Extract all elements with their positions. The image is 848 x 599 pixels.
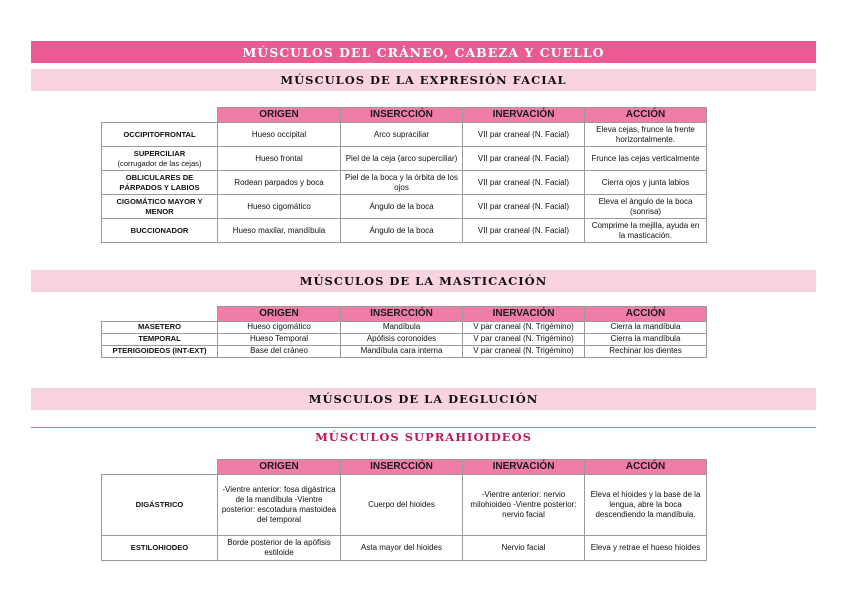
cell-origen: Hueso occipital	[218, 123, 341, 147]
cell-inervacion: VII par craneal (N. Facial)	[463, 147, 585, 171]
muscle-name: OCCIPITOFRONTAL	[102, 123, 218, 147]
table-row	[102, 346, 707, 358]
cell-accion: Cierra la mandíbula	[585, 322, 707, 334]
header-accion: ACCIÓN	[585, 108, 707, 123]
cell-insercion: Arco supraciliar	[341, 123, 463, 147]
header-inervacion: INERVACIÓN	[463, 108, 585, 123]
muscle-name: ESTILOHIODEO	[102, 536, 218, 561]
cell-inervacion: VII par craneal (N. Facial)	[463, 171, 585, 195]
cell-inervacion: -Vientre anterior: nervio milohioideo -Vientre posterior: nervio facial	[463, 475, 585, 536]
header-insercion: INSERCCIÓN	[341, 108, 463, 123]
table-row	[102, 536, 707, 561]
table-row	[102, 334, 707, 346]
header-blank	[102, 460, 218, 475]
cell-insercion: Piel de la boca y la órbita de los ojos	[341, 171, 463, 195]
cell-origen: Hueso frontal	[218, 147, 341, 171]
page-title: MÚSCULOS DEL CRÁNEO, CABEZA Y CUELLO	[31, 41, 816, 63]
cell-insercion: Asta mayor del hioides	[341, 536, 463, 561]
cell-insercion: Mandíbula cara interna	[341, 346, 463, 358]
header-origen: ORIGEN	[218, 108, 341, 123]
muscle-name: MASETERO	[102, 322, 218, 334]
cell-inervacion: VII par craneal (N. Facial)	[463, 219, 585, 243]
header-inervacion: INERVACIÓN	[463, 460, 585, 475]
section-title-expresion-facial: MÚSCULOS DE LA EXPRESIÓN FACIAL	[31, 69, 816, 91]
table-row	[102, 123, 707, 147]
muscle-name: PTERIGOIDEOS (INT-EXT)	[102, 346, 218, 358]
header-insercion: INSERCCIÓN	[341, 460, 463, 475]
cell-insercion: Piel de la ceja (arco superciliar)	[341, 147, 463, 171]
muscle-name-note: (corrugador de las cejas)	[117, 158, 202, 168]
cell-insercion: Cuerpo del hioides	[341, 475, 463, 536]
cell-accion: Rechinar los dientes	[585, 346, 707, 358]
divider	[31, 427, 816, 428]
table-masticacion	[101, 306, 707, 358]
header-insercion: INSERCCIÓN	[341, 307, 463, 322]
table-header-row	[102, 460, 707, 475]
header-accion: ACCIÓN	[585, 307, 707, 322]
header-blank	[102, 108, 218, 123]
table-header-row	[102, 108, 707, 123]
header-accion: ACCIÓN	[585, 460, 707, 475]
cell-origen: Base del cráneo	[218, 346, 341, 358]
cell-accion: Eleva y retrae el hueso hioides	[585, 536, 707, 561]
muscle-name-main: SUPERCILIAR	[133, 149, 186, 159]
cell-insercion: Mandíbula	[341, 322, 463, 334]
cell-origen: Hueso maxilar, mandíbula	[218, 219, 341, 243]
muscle-name: DIGÁSTRICO	[102, 475, 218, 536]
table-expresion-facial	[101, 107, 707, 243]
table-row	[102, 147, 707, 171]
muscle-name: OBLICULARES DE PÁRPADOS Y LABIOS	[102, 171, 218, 195]
cell-inervacion: V par craneal (N. Trigémino)	[463, 334, 585, 346]
cell-accion: Comprime la mejilla, ayuda en la masticación.	[585, 219, 707, 243]
cell-accion: Cierra la mandíbula	[585, 334, 707, 346]
cell-inervacion: VII par craneal (N. Facial)	[463, 123, 585, 147]
cell-origen: Rodean parpados y boca	[218, 171, 341, 195]
table-row	[102, 219, 707, 243]
table-row	[102, 322, 707, 334]
table-row	[102, 171, 707, 195]
cell-accion: Eleva cejas, frunce la frente horizontalmente.	[585, 123, 707, 147]
cell-origen: Borde posterior de la apófisis estiloide	[218, 536, 341, 561]
cell-origen: Hueso Temporal	[218, 334, 341, 346]
header-inervacion: INERVACIÓN	[463, 307, 585, 322]
table-header-row	[102, 307, 707, 322]
cell-accion: Eleva el hioides y la base de la lengua, abre la boca descendiendo la mandíbula.	[585, 475, 707, 536]
cell-accion: Frunce las cejas verticalmente	[585, 147, 707, 171]
muscle-name: BUCCIONADOR	[102, 219, 218, 243]
header-blank	[102, 307, 218, 322]
muscle-name: CIGOMÁTICO MAYOR Y MENOR	[102, 195, 218, 219]
cell-origen: Hueso cigomático	[218, 195, 341, 219]
subsection-title-suprahioideos: MÚSCULOS SUPRAHIOIDEOS	[315, 430, 532, 444]
cell-inervacion: VII par craneal (N. Facial)	[463, 195, 585, 219]
table-suprahioideos	[101, 459, 707, 561]
section-title-masticacion: MÚSCULOS DE LA MASTICACIÓN	[31, 270, 816, 292]
cell-insercion: Ángulo de la boca	[341, 219, 463, 243]
cell-accion: Eleva el ángulo de la boca (sonrisa)	[585, 195, 707, 219]
table-row	[102, 195, 707, 219]
header-origen: ORIGEN	[218, 307, 341, 322]
cell-inervacion: V par craneal (N. Trigémino)	[463, 322, 585, 334]
cell-accion: Cierra ojos y junta labios	[585, 171, 707, 195]
cell-insercion: Ángulo de la boca	[341, 195, 463, 219]
muscle-name	[102, 147, 218, 171]
cell-insercion: Apófisis coronoides	[341, 334, 463, 346]
cell-origen: Hueso cigomático	[218, 322, 341, 334]
section-title-deglucion: MÚSCULOS DE LA DEGLUCIÓN	[31, 388, 816, 410]
cell-inervacion: V par craneal (N. Trigémino)	[463, 346, 585, 358]
table-row	[102, 475, 707, 536]
cell-origen: -Vientre anterior: fosa digástrica de la mandíbula -Vientre posterior: escotadura mastoidea del temporal	[218, 475, 341, 536]
header-origen: ORIGEN	[218, 460, 341, 475]
cell-inervacion: Nervio facial	[463, 536, 585, 561]
muscle-name: TEMPORAL	[102, 334, 218, 346]
